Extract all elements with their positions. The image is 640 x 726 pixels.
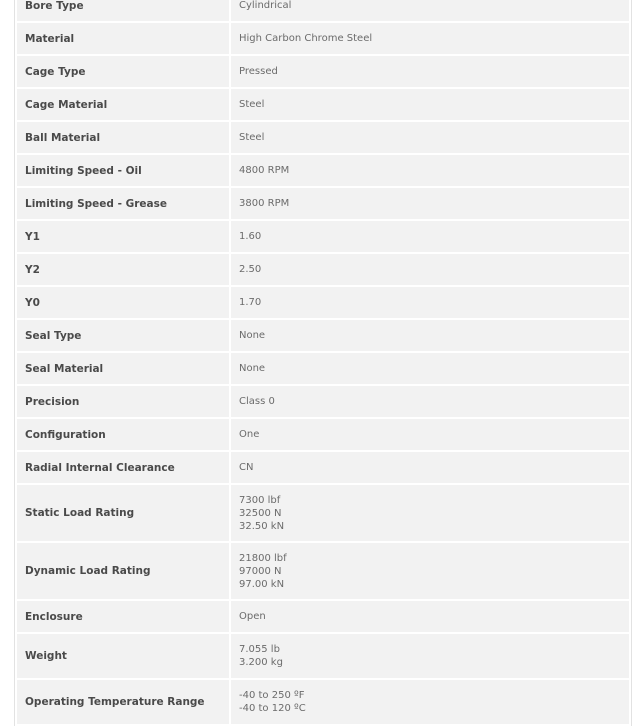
spec-label: Weight [17,634,229,678]
spec-label: Y1 [17,221,229,252]
spec-row [17,634,629,678]
spec-label: Radial Internal Clearance [17,452,229,483]
spec-row [17,320,629,351]
spec-label: Y2 [17,254,229,285]
spec-label: Operating Temperature Range [17,680,229,724]
spec-label: Y0 [17,287,229,318]
spec-row [17,0,629,21]
spec-row [17,188,629,219]
spec-row [17,23,629,54]
spec-row [17,419,629,450]
spec-value-line: None [239,363,266,374]
spec-value-line: 1.60 [239,231,262,242]
spec-value [231,386,629,417]
spec-value-line: 97000 N [239,565,282,577]
bearing-spec-table [14,0,632,726]
spec-row [17,386,629,417]
spec-row [17,353,629,384]
spec-row [17,56,629,87]
spec-value-line: Class 0 [239,396,275,407]
spec-row [17,122,629,153]
spec-value-line: -40 to 120 ºC [239,703,306,714]
spec-row [17,89,629,120]
spec-value-line: 32.50 kN [239,520,285,532]
spec-value-line: -40 to 250 ºF [239,690,305,701]
spec-label: Configuration [17,419,229,450]
spec-value [231,452,629,483]
spec-label: Cage Type [17,56,229,87]
spec-value [231,0,629,21]
spec-value [231,634,629,678]
spec-value [231,485,629,541]
spec-label: Cage Material [17,89,229,120]
spec-label: Ball Material [17,122,229,153]
spec-value-line: 32500 N [239,507,282,519]
spec-value [231,122,629,153]
spec-label: Static Load Rating [17,485,229,541]
spec-row [17,287,629,318]
spec-value [231,89,629,120]
spec-value-line: High Carbon Chrome Steel [239,33,373,44]
spec-label: Bore Type [17,0,229,21]
spec-value-line: 7300 lbf [239,494,281,506]
spec-value [231,56,629,87]
spec-label: Enclosure [17,601,229,632]
spec-value-line: Pressed [239,66,278,77]
spec-label: Material [17,23,229,54]
spec-row [17,254,629,285]
spec-value-line: 3800 RPM [239,198,290,209]
spec-row [17,485,629,541]
spec-value-line: 3.200 kg [239,657,283,668]
spec-value [231,680,629,724]
spec-value-line: One [239,429,260,440]
spec-value-line: 2.50 [239,264,262,275]
spec-value-line: Open [239,611,266,622]
spec-value [231,254,629,285]
spec-row [17,680,629,724]
spec-label: Precision [17,386,229,417]
spec-value-line: 21800 lbf [239,552,287,564]
spec-value [231,155,629,186]
spec-table-body [17,0,629,724]
spec-value-line: CN [239,462,254,473]
spec-value-line: None [239,330,266,341]
spec-value-line: Cylindrical [239,0,292,11]
spec-row [17,452,629,483]
spec-value [231,543,629,599]
spec-value-line: Steel [239,132,265,143]
spec-value [231,23,629,54]
spec-label: Seal Type [17,320,229,351]
spec-label: Limiting Speed - Grease [17,188,229,219]
spec-label: Limiting Speed - Oil [17,155,229,186]
spec-value [231,320,629,351]
spec-value [231,188,629,219]
spec-row [17,543,629,599]
spec-label: Dynamic Load Rating [17,543,229,599]
spec-value [231,601,629,632]
spec-label: Seal Material [17,353,229,384]
spec-row [17,221,629,252]
spec-value-line: 7.055 lb [239,644,280,655]
spec-value [231,287,629,318]
spec-value-line: 4800 RPM [239,165,290,176]
spec-value-line: 1.70 [239,297,262,308]
spec-row [17,601,629,632]
spec-value-line: 97.00 kN [239,578,285,590]
spec-value [231,419,629,450]
spec-value [231,221,629,252]
spec-value [231,353,629,384]
spec-row [17,155,629,186]
spec-value-line: Steel [239,99,265,110]
